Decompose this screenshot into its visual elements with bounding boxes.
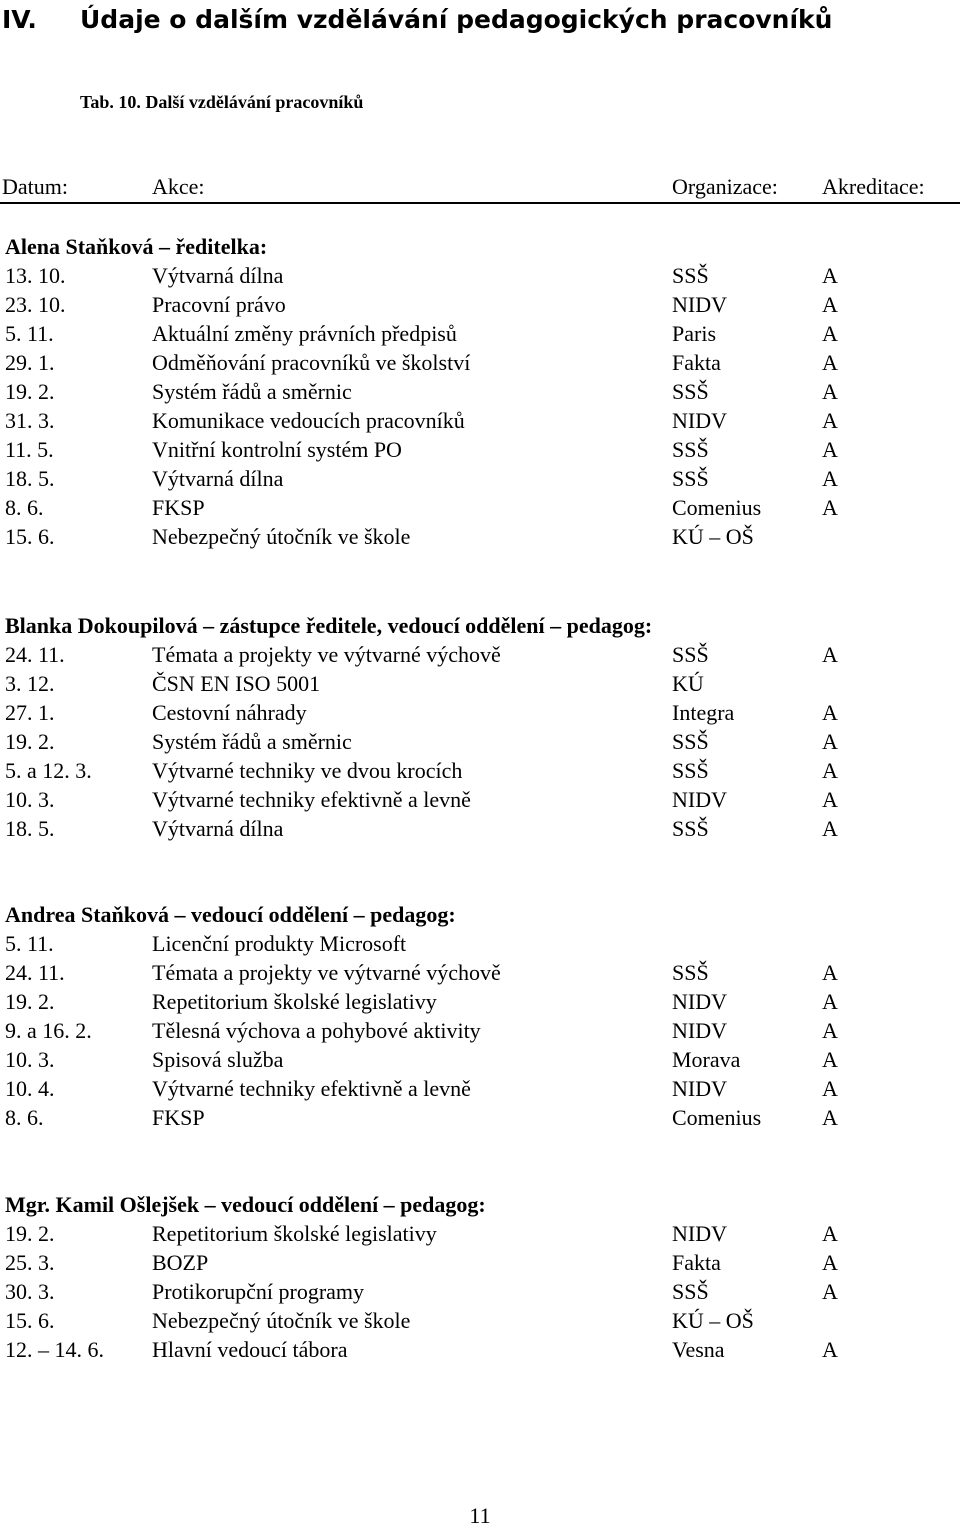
- table-row: [0, 464, 960, 493]
- row-date: 25. 3.: [5, 1250, 55, 1275]
- table-row: [0, 1219, 960, 1248]
- row-accreditation: A: [822, 350, 838, 375]
- row-organizer: SSŠ: [672, 263, 709, 288]
- row-date: 27. 1.: [5, 700, 55, 725]
- row-action: Aktuální změny právních předpisů: [152, 321, 457, 346]
- row-accreditation: A: [822, 1105, 838, 1130]
- section-title: Údaje o dalším vzdělávání pedagogických pracovníků: [80, 5, 833, 34]
- row-organizer: SSŠ: [672, 960, 709, 985]
- row-action: FKSP: [152, 495, 205, 520]
- row-action: Licenční produkty Microsoft: [152, 931, 407, 956]
- row-action: FKSP: [152, 1105, 205, 1130]
- row-organizer: NIDV: [672, 408, 727, 433]
- table-row: [0, 785, 960, 814]
- row-date: 19. 2.: [5, 729, 55, 754]
- row-accreditation: A: [822, 989, 838, 1014]
- row-organizer: NIDV: [672, 292, 727, 317]
- table-row: [0, 1016, 960, 1045]
- row-date: 5. 11.: [5, 931, 54, 956]
- table-row: [0, 640, 960, 669]
- table-row: [0, 814, 960, 843]
- page-number: 11: [469, 1503, 491, 1528]
- row-date: 9. a 16. 2.: [5, 1018, 92, 1043]
- row-organizer: Morava: [672, 1047, 741, 1072]
- row-date: 19. 2.: [5, 1221, 55, 1246]
- row-date: 24. 11.: [5, 960, 65, 985]
- row-action: Nebezpečný útočník ve škole: [152, 1308, 411, 1333]
- row-action: Repetitorium školské legislativy: [152, 989, 437, 1014]
- row-action: Výtvarná dílna: [152, 466, 284, 491]
- row-action: Výtvarné techniky efektivně a levně: [152, 1076, 471, 1101]
- table-caption: Tab. 10. Další vzdělávání pracovníků: [80, 92, 364, 112]
- row-accreditation: A: [822, 1221, 838, 1246]
- row-action: Tělesná výchova a pohybové aktivity: [152, 1018, 481, 1043]
- row-organizer: Comenius: [672, 1105, 762, 1130]
- row-date: 10. 4.: [5, 1076, 55, 1101]
- row-accreditation: A: [822, 700, 838, 725]
- row-accreditation: A: [822, 408, 838, 433]
- row-action: Výtvarná dílna: [152, 816, 284, 841]
- row-action: Protikorupční programy: [152, 1279, 365, 1304]
- table-row: [0, 987, 960, 1016]
- row-accreditation: A: [822, 263, 838, 288]
- table-row: [0, 929, 960, 958]
- row-action: Témata a projekty ve výtvarné výchově: [152, 960, 501, 985]
- row-action: Vnitřní kontrolní systém PO: [152, 437, 402, 462]
- table-row: [0, 493, 960, 522]
- table-header: [0, 172, 960, 204]
- table-row: [0, 1074, 960, 1103]
- row-action: Komunikace vedoucích pracovníků: [152, 408, 465, 433]
- row-date: 3. 12.: [5, 671, 55, 696]
- row-action: Systém řádů a směrnic: [152, 379, 352, 404]
- row-organizer: KÚ – OŠ: [672, 524, 754, 549]
- row-organizer: Paris: [672, 321, 716, 346]
- row-organizer: Integra: [672, 700, 735, 725]
- table-row: [0, 727, 960, 756]
- row-action: BOZP: [152, 1250, 209, 1275]
- row-accreditation: A: [822, 816, 838, 841]
- table-row: [0, 756, 960, 785]
- row-organizer: Comenius: [672, 495, 762, 520]
- row-accreditation: A: [822, 292, 838, 317]
- table-row: [0, 1335, 960, 1364]
- row-date: 11. 5.: [5, 437, 54, 462]
- table-row: [0, 261, 960, 290]
- table-row: [0, 435, 960, 464]
- row-action: Výtvarné techniky ve dvou krocích: [152, 758, 463, 783]
- row-date: 12. – 14. 6.: [5, 1337, 104, 1362]
- row-organizer: SSŠ: [672, 379, 709, 404]
- row-organizer: NIDV: [672, 989, 727, 1014]
- table-row: [0, 522, 960, 551]
- header-action: Akce:: [152, 174, 205, 199]
- row-organizer: SSŠ: [672, 1279, 709, 1304]
- row-date: 15. 6.: [5, 1308, 55, 1333]
- row-organizer: SSŠ: [672, 816, 709, 841]
- row-date: 8. 6.: [5, 1105, 44, 1130]
- row-date: 31. 3.: [5, 408, 55, 433]
- table-row: [0, 1045, 960, 1074]
- person-heading: Mgr. Kamil Ošlejšek – vedoucí oddělení – pedagog:: [5, 1192, 486, 1217]
- row-accreditation: A: [822, 1076, 838, 1101]
- row-date: 5. 11.: [5, 321, 54, 346]
- header-accreditation: Akreditace:: [822, 174, 925, 199]
- table-row: [0, 377, 960, 406]
- row-action: ČSN EN ISO 5001: [152, 671, 321, 696]
- row-accreditation: A: [822, 1250, 838, 1275]
- table-row: [0, 1248, 960, 1277]
- table-row: [0, 669, 960, 698]
- row-organizer: Fakta: [672, 1250, 721, 1275]
- row-date: 18. 5.: [5, 816, 55, 841]
- table-row: [0, 958, 960, 987]
- row-accreditation: A: [822, 729, 838, 754]
- row-action: Nebezpečný útočník ve škole: [152, 524, 411, 549]
- header-date: Datum:: [2, 174, 68, 199]
- row-date: 10. 3.: [5, 787, 55, 812]
- table-row: [0, 319, 960, 348]
- row-accreditation: A: [822, 495, 838, 520]
- section-heading: [2, 0, 832, 40]
- table-row: [0, 348, 960, 377]
- row-action: Témata a projekty ve výtvarné výchově: [152, 642, 501, 667]
- row-date: 24. 11.: [5, 642, 65, 667]
- row-organizer: NIDV: [672, 1076, 727, 1101]
- row-action: Výtvarná dílna: [152, 263, 284, 288]
- row-accreditation: A: [822, 758, 838, 783]
- person-heading: Blanka Dokoupilová – zástupce ředitele, vedoucí oddělení – pedagog:: [5, 613, 653, 638]
- row-accreditation: A: [822, 642, 838, 667]
- row-organizer: NIDV: [672, 787, 727, 812]
- row-date: 10. 3.: [5, 1047, 55, 1072]
- row-accreditation: A: [822, 1337, 838, 1362]
- row-action: Repetitorium školské legislativy: [152, 1221, 437, 1246]
- row-organizer: SSŠ: [672, 642, 709, 667]
- row-organizer: SSŠ: [672, 466, 709, 491]
- row-organizer: Fakta: [672, 350, 721, 375]
- row-date: 18. 5.: [5, 466, 55, 491]
- row-organizer: KÚ – OŠ: [672, 1308, 754, 1333]
- row-date: 29. 1.: [5, 350, 55, 375]
- row-date: 19. 2.: [5, 989, 55, 1014]
- row-action: Pracovní právo: [152, 292, 286, 317]
- row-accreditation: A: [822, 1279, 838, 1304]
- row-action: Výtvarné techniky efektivně a levně: [152, 787, 471, 812]
- row-organizer: SSŠ: [672, 729, 709, 754]
- row-accreditation: A: [822, 321, 838, 346]
- row-date: 5. a 12. 3.: [5, 758, 92, 783]
- row-accreditation: A: [822, 466, 838, 491]
- row-organizer: KÚ: [672, 671, 704, 696]
- row-accreditation: A: [822, 1018, 838, 1043]
- table-row: [0, 406, 960, 435]
- row-accreditation: A: [822, 437, 838, 462]
- row-accreditation: A: [822, 1047, 838, 1072]
- table-row: [0, 1306, 960, 1335]
- person-heading: Andrea Staňková – vedoucí oddělení – pedagog:: [5, 902, 456, 927]
- row-action: Spisová služba: [152, 1047, 284, 1072]
- row-action: Odměňování pracovníků ve školství: [152, 350, 471, 375]
- row-action: Cestovní náhrady: [152, 700, 307, 725]
- row-accreditation: A: [822, 960, 838, 985]
- row-accreditation: A: [822, 379, 838, 404]
- row-organizer: SSŠ: [672, 437, 709, 462]
- table-row: [0, 1103, 960, 1132]
- row-organizer: SSŠ: [672, 758, 709, 783]
- person-heading: Alena Staňková – ředitelka:: [5, 234, 268, 259]
- row-date: 13. 10.: [5, 263, 66, 288]
- row-date: 19. 2.: [5, 379, 55, 404]
- table-row: [0, 1277, 960, 1306]
- section-number: IV.: [2, 5, 37, 34]
- row-action: Hlavní vedoucí tábora: [152, 1337, 348, 1362]
- row-organizer: NIDV: [672, 1018, 727, 1043]
- table-row: [0, 290, 960, 319]
- row-date: 23. 10.: [5, 292, 66, 317]
- row-date: 8. 6.: [5, 495, 44, 520]
- row-action: Systém řádů a směrnic: [152, 729, 352, 754]
- table-row: [0, 698, 960, 727]
- row-accreditation: A: [822, 787, 838, 812]
- row-date: 30. 3.: [5, 1279, 55, 1304]
- row-date: 15. 6.: [5, 524, 55, 549]
- row-organizer: NIDV: [672, 1221, 727, 1246]
- header-organizer: Organizace:: [672, 174, 778, 199]
- row-organizer: Vesna: [672, 1337, 725, 1362]
